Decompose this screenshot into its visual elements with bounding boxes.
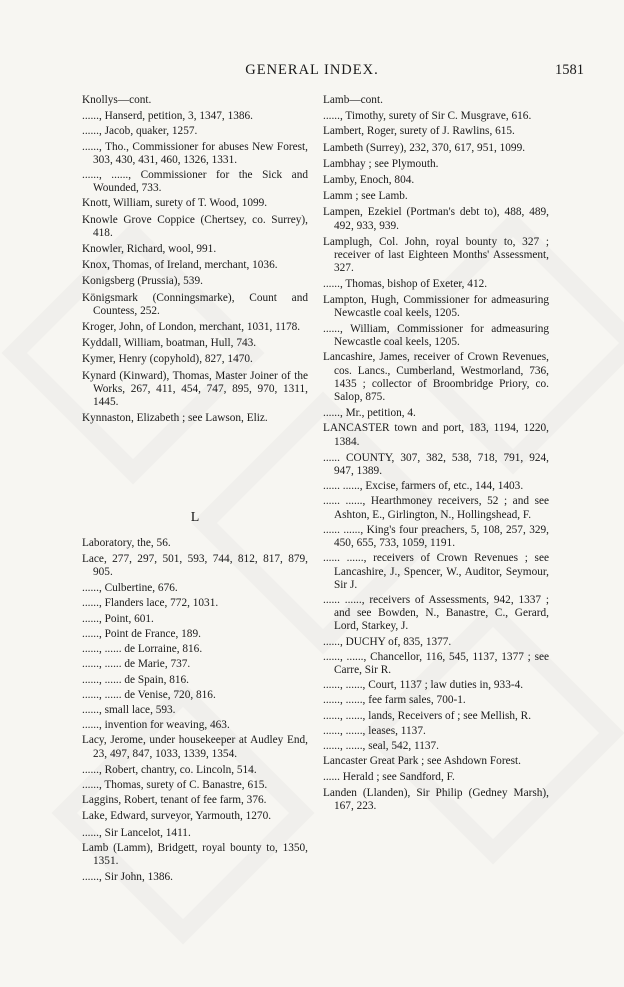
index-entry: ......, Timothy, surety of Sir C. Musgrave, 616. bbox=[323, 110, 532, 123]
index-entry: ......, ......, Chancellor, 116, 545, 1137, 1377 ; see Carre, Sir R. bbox=[323, 650, 549, 676]
left-index-list bbox=[82, 94, 308, 425]
index-entry: ......, Culbertine, 676. bbox=[82, 582, 178, 595]
index-entry: ......, Thomas, surety of C. Banastre, 615. bbox=[82, 778, 268, 791]
index-entry: Lake, Edward, surveyor, Yarmouth, 1270. bbox=[82, 810, 272, 823]
index-entry: LANCASTER town and port, 183, 1194, 1220, 1384. bbox=[323, 422, 549, 448]
index-entry: ......, DUCHY of, 835, 1377. bbox=[323, 635, 452, 648]
index-entry: Lacy, Jerome, under housekeeper at Audley End, 23, 497, 847, 1033, 1339, 1354. bbox=[82, 734, 308, 760]
index-entry: ......, ......, lands, Receivers of ; see Mellish, R. bbox=[323, 709, 532, 722]
index-entry: Knowler, Richard, wool, 991. bbox=[82, 243, 217, 256]
index-entry: ...... ......, King's four preachers, 5, 108, 257, 329, 450, 655, 733, 1059, 1191. bbox=[323, 523, 549, 550]
right-column bbox=[323, 94, 549, 816]
index-entry: ......, ......, seal, 542, 1137. bbox=[323, 739, 439, 752]
index-entry: Lamm ; see Lamb. bbox=[323, 190, 408, 203]
index-entry: ......, ......, Commissioner for the Sick and Wounded, 733. bbox=[82, 169, 308, 195]
index-entry: ......, Jacob, quaker, 1257. bbox=[82, 125, 198, 138]
index-entry: ......, Sir Lancelot, 1411. bbox=[82, 826, 191, 839]
index-entry: Lancaster Great Park ; see Ashdown Forest. bbox=[323, 755, 521, 768]
index-entry: ......, ...... de Spain, 816. bbox=[82, 673, 190, 686]
index-entry: Lamb (Lamm), Bridgett, royal bounty to, 1350, 1351. bbox=[82, 841, 308, 867]
index-entry: Lamby, Enoch, 804. bbox=[323, 174, 415, 187]
page-title: GENERAL INDEX. bbox=[245, 62, 379, 78]
index-entry: Konigsberg (Prussia), 539. bbox=[82, 275, 203, 288]
index-entry: Knox, Thomas, of Ireland, merchant, 1036. bbox=[82, 259, 278, 272]
index-entry: Lampton, Hugh, Commissioner for admeasuring Newcastle coal keels, 1205. bbox=[323, 293, 549, 319]
index-entry: ......, Point, 601. bbox=[82, 612, 154, 625]
index-entry: ...... ......, receivers of Assessments, 942, 1337 ; and see Bowden, N., Banastre, C., Gerard, Lord, Starkey, J. bbox=[323, 593, 549, 633]
index-entry: Lambert, Roger, surety of J. Rawlins, 615. bbox=[323, 125, 515, 138]
index-entry: ......, Thomas, bishop of Exeter, 412. bbox=[323, 278, 488, 291]
page-header bbox=[0, 62, 624, 84]
index-entry: Lampen, Ezekiel (Portman's debt to), 488, 489, 492, 933, 939. bbox=[323, 206, 549, 232]
index-entry: ......, Hanserd, petition, 3, 1347, 1386. bbox=[82, 110, 254, 123]
index-entry: Knowle Grove Coppice (Chertsey, co. Surrey), 418. bbox=[82, 213, 308, 239]
index-entry: Lancashire, James, receiver of Crown Revenues, cos. Lancs., Cumberland, Westmorland, 736, 1435 ; collector of Broombridge Priory, co. Salop, 875. bbox=[323, 351, 549, 404]
index-entry: ......, ......, Court, 1137 ; law duties in, 933-4. bbox=[323, 679, 524, 692]
index-entry: ......, ...... de Venise, 720, 816. bbox=[82, 688, 216, 701]
index-entry: ......, Flanders lace, 772, 1031. bbox=[82, 597, 219, 610]
index-entry: Kroger, John, of London, merchant, 1031, 1178. bbox=[82, 321, 301, 334]
index-entry: Knollys—cont. bbox=[82, 94, 152, 106]
index-entry: ......, Mr., petition, 4. bbox=[323, 407, 416, 420]
index-entry: Lambhay ; see Plymouth. bbox=[323, 157, 439, 170]
index-entry: ......, ......, leases, 1137. bbox=[323, 724, 426, 737]
index-entry: Kyddall, William, boatman, Hull, 743. bbox=[82, 337, 257, 350]
left-column bbox=[82, 94, 308, 886]
index-entry: Kymer, Henry (copyhold), 827, 1470. bbox=[82, 353, 253, 366]
index-entry: ......, ...... de Marie, 737. bbox=[82, 658, 191, 671]
left-index-list-l bbox=[82, 537, 308, 885]
index-entry: ......, ...... de Lorraine, 816. bbox=[82, 643, 203, 656]
index-entry: Kynnaston, Elizabeth ; see Lawson, Eliz. bbox=[82, 412, 268, 425]
index-entry: ...... Herald ; see Sandford, F. bbox=[323, 771, 455, 784]
index-entry: Lambeth (Surrey), 232, 370, 617, 951, 1099. bbox=[323, 141, 526, 154]
index-entry: Lamb—cont. bbox=[323, 94, 383, 106]
index-entry: ......, Point de France, 189. bbox=[82, 627, 201, 640]
index-entry: Knott, William, surety of T. Wood, 1099. bbox=[82, 197, 268, 210]
index-entry: Landen (Llanden), Sir Philip (Gedney Marsh), 167, 223. bbox=[323, 786, 549, 812]
index-entry: ...... ......, Excise, farmers of, etc., 144, 1403. bbox=[323, 480, 524, 493]
section-letter: L bbox=[190, 510, 200, 526]
index-entry: ......, Sir John, 1386. bbox=[82, 871, 174, 884]
index-entry: ...... COUNTY, 307, 382, 538, 718, 791, 924, 947, 1389. bbox=[323, 451, 549, 478]
index-entry: Laboratory, the, 56. bbox=[82, 536, 171, 549]
index-entry: ......, Robert, chantry, co. Lincoln, 514. bbox=[82, 763, 257, 776]
index-entry: Lamplugh, Col. John, royal bounty to, 327 ; receiver of last Eighteen Months' Assessment, 327. bbox=[323, 235, 549, 275]
index-entry: Königsmark (Conningsmarke), Count and Countess, 252. bbox=[82, 291, 308, 317]
index-entry: Laggins, Robert, tenant of fee farm, 376. bbox=[82, 794, 267, 807]
right-index-list bbox=[323, 94, 549, 813]
index-entry: Lace, 277, 297, 501, 593, 744, 812, 817, 879, 905. bbox=[82, 552, 308, 579]
index-entry: ...... ......, receivers of Crown Revenues ; see Lancashire, J., Spencer, W., Auditor, Seymour, Sir J. bbox=[323, 552, 549, 591]
page-number: 1581 bbox=[555, 62, 584, 78]
index-entry: ......, Tho., Commissioner for abuses New Forest, 303, 430, 431, 460, 1326, 1331. bbox=[82, 140, 308, 166]
index-entry: Kynard (Kinward), Thomas, Master Joiner of the Works, 267, 411, 454, 747, 895, 970, 1311, 1445. bbox=[82, 369, 308, 409]
index-entry: ......, small lace, 593. bbox=[82, 703, 176, 716]
index-entry: ......, ......, fee farm sales, 700-1. bbox=[323, 694, 466, 707]
index-entry: ...... ......, Hearthmoney receivers, 52 ; and see Ashton, E., Girlington, N., Hollingshead, F. bbox=[323, 495, 549, 521]
index-entry: ......, William, Commissioner for admeasuring Newcastle coal keels, 1205. bbox=[323, 323, 549, 349]
index-entry: ......, invention for weaving, 463. bbox=[82, 719, 230, 732]
